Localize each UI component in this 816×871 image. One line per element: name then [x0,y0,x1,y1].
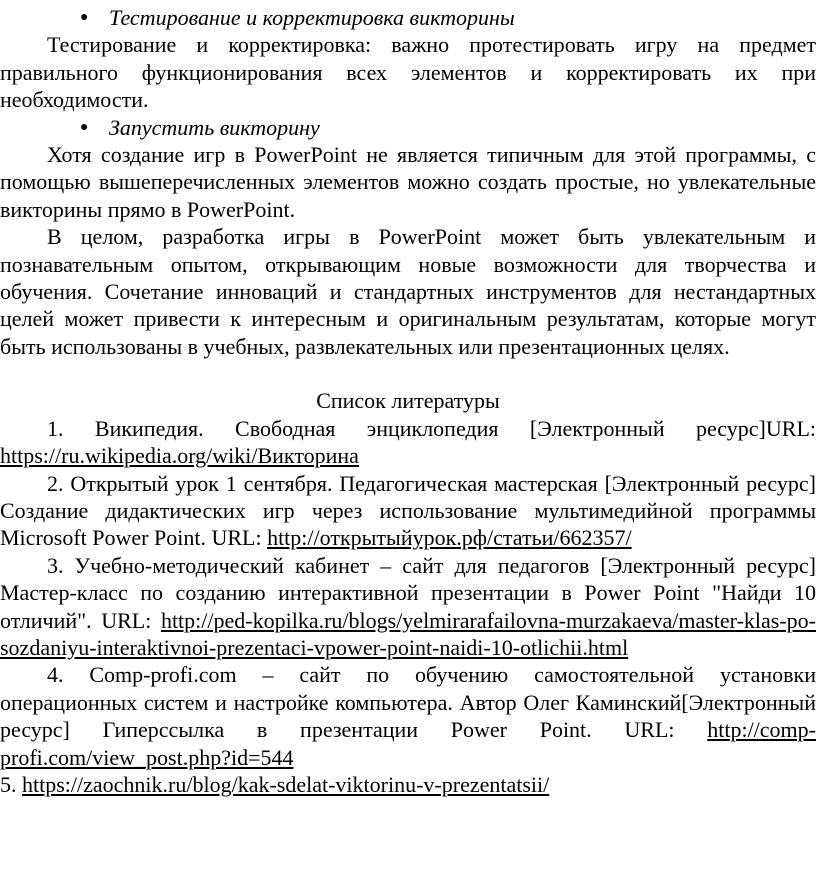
reference-link[interactable]: https://zaochnik.ru/blog/kak-sdelat-viktorinu-v-prezentatsii/ [22,771,550,797]
reference-item-2 [0,470,816,552]
reference-item-3 [0,552,816,662]
bullet-item-testing [0,4,816,31]
reference-link[interactable]: https://ru.wikipedia.org/wiki/Викторина [0,443,359,469]
reference-link[interactable]: http://comp-profi.com/view_post.php?id=544 [0,717,816,770]
bullet-text: Запустить викторину [109,114,320,140]
bibliography-title: Список литературы [316,388,500,414]
reference-text: 2. Открытый урок 1 сентября. Педагогическая мастерская [Электронный ресурс] Создание дидактических игр через использование мультимедийной программы Microsoft Power Point. URL: [0,470,816,551]
paragraph-conclusion: В целом, разработка игры в PowerPoint может быть увлекательным и познавательным опытом, открывающим новые возможности для творчества и обучения. Сочетание инноваций и стандартных инструментов для нестандартных целей может привести к интересным и оригинальным результатам, которые могут быть использованы в учебных, развлекательных или презентационных целях. [0,224,816,359]
reference-link[interactable]: http://открытыйурок.рф/статьи/662357/ [267,525,632,551]
reference-text: 4. Comp-profi.com – сайт по обучению самостоятельной установки операционных систем и настройке компьютера. Автор Олег Каминский[Электронный ресурс] Гиперссылка в презентации Power Point. URL: [0,662,816,743]
paragraph-testing: Тестирование и корректировка: важно протестировать игру на предмет правильного функционирования всех элементов и корректировать их при необходимости. [0,32,816,113]
bullet-dot-icon: ● [80,10,89,25]
reference-item-5 [0,771,816,798]
reference-text: 3. Учебно-методический кабинет – сайт для педагогов [Электронный ресурс] Мастер-класс по созданию интерактивной презентации в Power Point "Найди 10 отличий". URL: [0,552,816,633]
reference-text: 5. [0,771,22,797]
paragraph-launch: Хотя создание игр в PowerPoint не является типичным для этой программы, с помощью вышеперечисленных элементов можно создать простые, но увлекательные викторины прямо в PowerPoint. [0,142,816,222]
bullet-text: Тестирование и корректировка викторины [109,5,515,30]
bullet-dot-icon: ● [80,119,89,135]
bullet-item-launch [0,114,816,141]
reference-text: 1. Википедия. Свободная энциклопедия [Электронный ресурс]URL: [47,415,816,441]
reference-item-4 [0,661,816,771]
reference-item-1 [0,415,816,470]
reference-link[interactable]: http://ped-kopilka.ru/blogs/yelmirarafailovna-murzakaeva/master-klas-po-sozdaniyu-interaktivnoi-prezentaci-vpower-point-naidi-10-otlichii.html [0,607,816,660]
